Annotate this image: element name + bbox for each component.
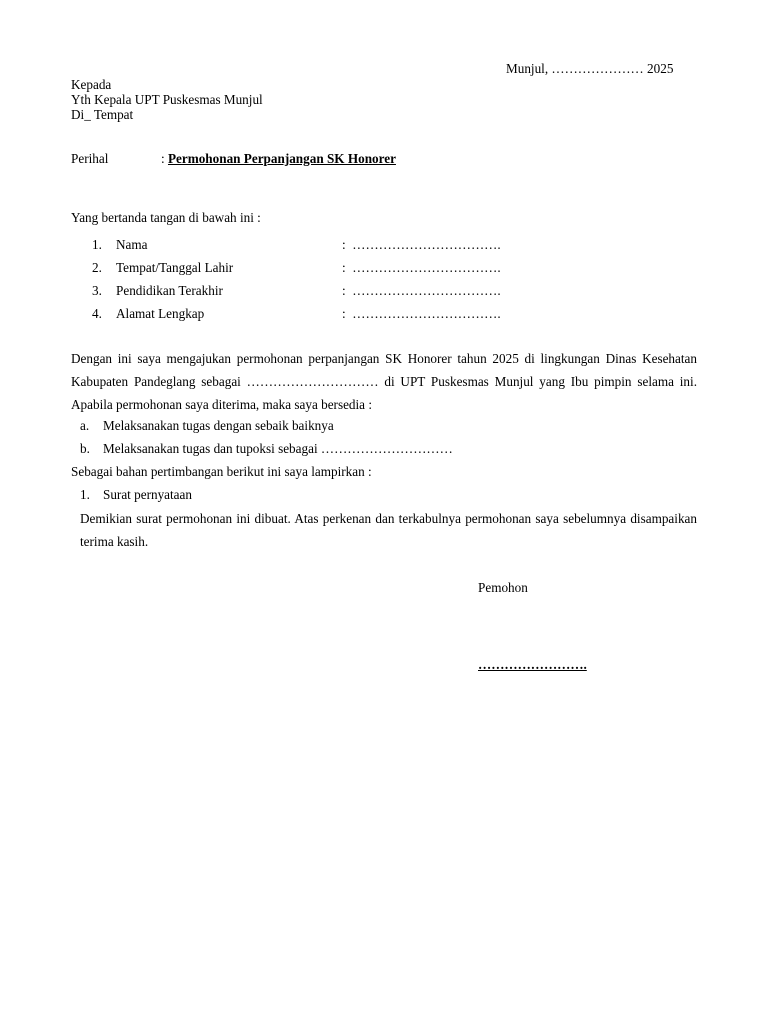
field-colon: : (342, 260, 346, 275)
field-number: 4. (92, 306, 102, 321)
field-label-birth: Tempat/Tanggal Lahir (116, 260, 234, 275)
field-value-address (342, 306, 501, 321)
recipient-greeting: Kepada (71, 77, 112, 92)
field-value-birth (342, 260, 501, 275)
field-label-address: Alamat Lengkap (116, 306, 205, 321)
field-label-name: Nama (116, 237, 148, 252)
subject-text: Permohonan Perpanjangan SK Honorer (167, 151, 396, 166)
field-value-name (342, 237, 501, 252)
field-colon: : (342, 237, 346, 252)
date-line: Munjul, ………………… 2025 (506, 61, 674, 76)
field-label-education: Pendidikan Terakhir (116, 283, 223, 298)
subject-line (161, 151, 396, 166)
body-paragraph: Dengan ini saya mengajukan permohonan perpanjangan SK Honorer tahun 2025 di lingkungan Dinas Kesehatan Kabupaten Pandeglang sebagai ………………………… di UPT Puskesmas Munjul yang Ibu pimpin selama ini. Apabila permohonan saya diterima, maka saya bersedia : (71, 351, 697, 412)
field-colon: : (342, 306, 346, 321)
commitment-marker: a. (80, 418, 90, 433)
field-dots: ……………………………. (352, 306, 501, 321)
attachments-intro: Sebagai bahan pertimbangan berikut ini saya lampirkan : (71, 464, 372, 479)
subject-colon: : (161, 151, 165, 166)
field-colon: : (342, 283, 346, 298)
intro-text: Yang bertanda tangan di bawah ini : (71, 210, 261, 225)
commitment-marker: b. (80, 441, 90, 456)
attachment-text: Surat pernyataan (103, 487, 192, 502)
field-dots: ……………………………. (352, 283, 501, 298)
commitment-text: Melaksanakan tugas dengan sebaik baiknya (103, 418, 334, 433)
field-number: 2. (92, 260, 102, 275)
recipient-name: Yth Kepala UPT Puskesmas Munjul (71, 92, 263, 107)
field-dots: ……………………………. (352, 237, 501, 252)
signature-name-placeholder: ……………………. (478, 657, 587, 672)
field-dots: ……………………………. (352, 260, 501, 275)
field-value-education (342, 283, 501, 298)
recipient-location: Di_ Tempat (71, 107, 134, 122)
subject-label: Perihal (71, 151, 109, 166)
field-number: 1. (92, 237, 102, 252)
signature-label: Pemohon (478, 580, 528, 595)
closing-paragraph: Demikian surat permohonan ini dibuat. Atas perkenan dan terkabulnya permohonan saya sebelumnya disampaikan terima kasih. (80, 511, 697, 549)
attachment-marker: 1. (80, 487, 90, 502)
field-number: 3. (92, 283, 102, 298)
commitment-text: Melaksanakan tugas dan tupoksi sebagai ………………………… (103, 441, 453, 456)
